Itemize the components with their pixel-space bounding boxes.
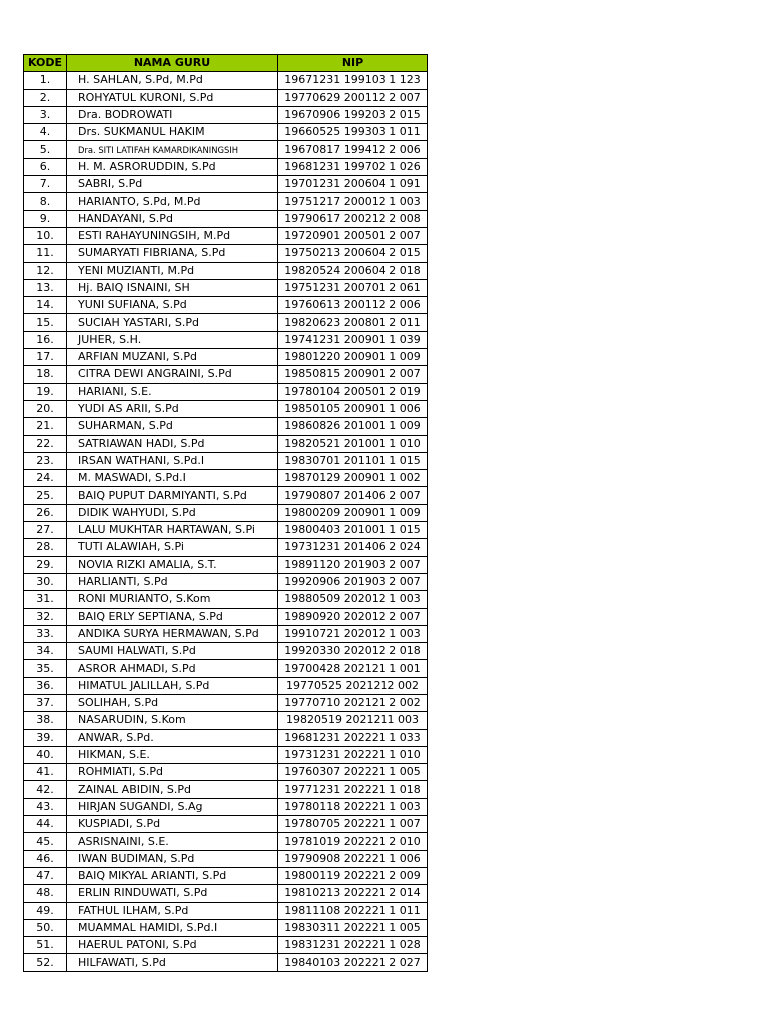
kode-cell: 31. [24, 591, 67, 608]
table-row [24, 106, 428, 123]
table-row [24, 141, 428, 158]
nama-guru-cell: ROHMIATI, S.Pd [67, 764, 278, 781]
header-row [24, 55, 428, 72]
nip-cell: 19770710 202121 2 002 [278, 694, 428, 711]
table-row [24, 193, 428, 210]
kode-cell: 17. [24, 349, 67, 366]
kode-cell: 47. [24, 867, 67, 884]
nip-cell: 19701231 200604 1 091 [278, 176, 428, 193]
nama-guru-cell: H. SAHLAN, S.Pd, M.Pd [67, 72, 278, 89]
nama-guru-cell: HARIANTO, S.Pd, M.Pd [67, 193, 278, 210]
kode-cell: 38. [24, 712, 67, 729]
nip-cell: 19870129 200901 1 002 [278, 470, 428, 487]
nama-guru-cell: BAIQ MIKYAL ARIANTI, S.Pd [67, 867, 278, 884]
kode-cell: 4. [24, 124, 67, 141]
nama-guru-cell: TUTI ALAWIAH, S.Pi [67, 539, 278, 556]
table-row [24, 729, 428, 746]
table-row [24, 867, 428, 884]
table-row [24, 383, 428, 400]
kode-cell: 37. [24, 694, 67, 711]
nip-cell: 19820521 201001 1 010 [278, 435, 428, 452]
kode-cell: 42. [24, 781, 67, 798]
kode-cell: 51. [24, 937, 67, 954]
nama-guru-cell: IRSAN WATHANI, S.Pd.I [67, 452, 278, 469]
nip-cell: 19920906 201903 2 007 [278, 573, 428, 590]
kode-cell: 2. [24, 89, 67, 106]
nip-cell: 19771231 202221 1 018 [278, 781, 428, 798]
kode-cell: 15. [24, 314, 67, 331]
table-row [24, 504, 428, 521]
table-row [24, 227, 428, 244]
nama-guru-cell: YENI MUZIANTI, M.Pd [67, 262, 278, 279]
nama-guru-cell: NASARUDIN, S.Kom [67, 712, 278, 729]
nip-cell: 19760307 202221 1 005 [278, 764, 428, 781]
kode-cell: 36. [24, 677, 67, 694]
nama-guru-cell: SABRI, S.Pd [67, 176, 278, 193]
nip-cell: 19840103 202221 2 027 [278, 954, 428, 971]
table-row [24, 331, 428, 348]
nama-guru-cell: FATHUL ILHAM, S.Pd [67, 902, 278, 919]
table-row [24, 366, 428, 383]
kode-cell: 13. [24, 279, 67, 296]
kode-cell: 7. [24, 176, 67, 193]
nama-guru-cell: SATRIAWAN HADI, S.Pd [67, 435, 278, 452]
nama-guru-cell: ANDIKA SURYA HERMAWAN, S.Pd [67, 625, 278, 642]
nip-cell: 19820519 2021211 003 [278, 712, 428, 729]
kode-cell: 45. [24, 833, 67, 850]
kode-cell: 18. [24, 366, 67, 383]
table-row [24, 400, 428, 417]
nip-cell: 19770629 200112 2 007 [278, 89, 428, 106]
table-row [24, 833, 428, 850]
table-row [24, 89, 428, 106]
nip-cell: 19860826 201001 1 009 [278, 418, 428, 435]
kode-cell: 39. [24, 729, 67, 746]
nip-cell: 19660525 199303 1 011 [278, 124, 428, 141]
table-row [24, 72, 428, 89]
nama-guru-cell: ROHYATUL KURONI, S.Pd [67, 89, 278, 106]
nip-cell: 19920330 202012 2 018 [278, 643, 428, 660]
table-row [24, 314, 428, 331]
nama-guru-cell: ASROR AHMADI, S.Pd [67, 660, 278, 677]
nama-guru-cell: JUHER, S.H. [67, 331, 278, 348]
nip-cell: 19910721 202012 1 003 [278, 625, 428, 642]
table-row [24, 712, 428, 729]
nama-guru-cell: YUNI SUFIANA, S.Pd [67, 297, 278, 314]
table-row [24, 937, 428, 954]
table-row [24, 746, 428, 763]
nip-cell: 19820524 200604 2 018 [278, 262, 428, 279]
table-row [24, 850, 428, 867]
nip-cell: 19670906 199203 2 015 [278, 106, 428, 123]
header-kode: KODE [24, 55, 67, 72]
nip-cell: 19781019 202221 2 010 [278, 833, 428, 850]
kode-cell: 9. [24, 210, 67, 227]
nip-cell: 19741231 200901 1 039 [278, 331, 428, 348]
table-row [24, 816, 428, 833]
kode-cell: 21. [24, 418, 67, 435]
kode-cell: 35. [24, 660, 67, 677]
table-row [24, 694, 428, 711]
nama-guru-cell: DIDIK WAHYUDI, S.Pd [67, 504, 278, 521]
nama-guru-cell: YUDI AS ARII, S.Pd [67, 400, 278, 417]
nip-cell: 19790807 201406 2 007 [278, 487, 428, 504]
kode-cell: 44. [24, 816, 67, 833]
kode-cell: 27. [24, 522, 67, 539]
table-row [24, 349, 428, 366]
nip-cell: 19811108 202221 1 011 [278, 902, 428, 919]
nama-guru-cell: HANDAYANI, S.Pd [67, 210, 278, 227]
nama-guru-cell: RONI MURIANTO, S.Kom [67, 591, 278, 608]
nip-cell: 19810213 202221 2 014 [278, 885, 428, 902]
table-row [24, 764, 428, 781]
kode-cell: 26. [24, 504, 67, 521]
kode-cell: 23. [24, 452, 67, 469]
nip-cell: 19731231 201406 2 024 [278, 539, 428, 556]
nama-guru-cell: CITRA DEWI ANGRAINI, S.Pd [67, 366, 278, 383]
nama-guru-cell: HIRJAN SUGANDI, S.Ag [67, 798, 278, 815]
table-row [24, 245, 428, 262]
table-row [24, 625, 428, 642]
nama-guru-cell: IWAN BUDIMAN, S.Pd [67, 850, 278, 867]
kode-cell: 43. [24, 798, 67, 815]
nip-cell: 19880509 202012 1 003 [278, 591, 428, 608]
table-row [24, 573, 428, 590]
nip-cell: 19731231 202221 1 010 [278, 746, 428, 763]
table-row [24, 470, 428, 487]
kode-cell: 40. [24, 746, 67, 763]
table-row [24, 210, 428, 227]
header-nip: NIP [278, 55, 428, 72]
kode-cell: 29. [24, 556, 67, 573]
nama-guru-cell: SAUMI HALWATI, S.Pd [67, 643, 278, 660]
nama-guru-cell: ERLIN RINDUWATI, S.Pd [67, 885, 278, 902]
kode-cell: 33. [24, 625, 67, 642]
kode-cell: 46. [24, 850, 67, 867]
nip-cell: 19670817 199412 2 006 [278, 141, 428, 158]
table-row [24, 158, 428, 175]
nip-cell: 19850105 200901 1 006 [278, 400, 428, 417]
table-row [24, 487, 428, 504]
nip-cell: 19800119 202221 2 009 [278, 867, 428, 884]
nip-cell: 19720901 200501 2 007 [278, 227, 428, 244]
kode-cell: 50. [24, 919, 67, 936]
nama-guru-cell: HIKMAN, S.E. [67, 746, 278, 763]
nama-guru-cell: SUMARYATI FIBRIANA, S.Pd [67, 245, 278, 262]
table-row [24, 262, 428, 279]
nama-guru-cell: H. M. ASRORUDDIN, S.Pd [67, 158, 278, 175]
kode-cell: 34. [24, 643, 67, 660]
nip-cell: 19751231 200701 2 061 [278, 279, 428, 296]
kode-cell: 8. [24, 193, 67, 210]
kode-cell: 3. [24, 106, 67, 123]
table-row [24, 902, 428, 919]
nama-guru-cell: SUHARMAN, S.Pd [67, 418, 278, 435]
nama-guru-cell: ASRISNAINI, S.E. [67, 833, 278, 850]
nama-guru-cell: HIMATUL JALILLAH, S.Pd [67, 677, 278, 694]
kode-cell: 16. [24, 331, 67, 348]
nip-cell: 19681231 199702 1 026 [278, 158, 428, 175]
nip-cell: 19820623 200801 2 011 [278, 314, 428, 331]
nip-cell: 19671231 199103 1 123 [278, 72, 428, 89]
header-nama-guru: NAMA GURU [67, 55, 278, 72]
table-row [24, 660, 428, 677]
nama-guru-cell: Drs. SUKMANUL HAKIM [67, 124, 278, 141]
nama-guru-cell: SOLIHAH, S.Pd [67, 694, 278, 711]
nip-cell: 19800403 201001 1 015 [278, 522, 428, 539]
nama-guru-cell: ANWAR, S.Pd. [67, 729, 278, 746]
nama-guru-cell: Dra. BODROWATI [67, 106, 278, 123]
table-row [24, 591, 428, 608]
table-row [24, 522, 428, 539]
nama-guru-cell: MUAMMAL HAMIDI, S.Pd.I [67, 919, 278, 936]
nip-cell: 19770525 2021212 002 [278, 677, 428, 694]
kode-cell: 25. [24, 487, 67, 504]
kode-cell: 24. [24, 470, 67, 487]
nip-cell: 19831231 202221 1 028 [278, 937, 428, 954]
nip-cell: 19790908 202221 1 006 [278, 850, 428, 867]
nama-guru-cell: Dra. SITI LATIFAH KAMARDIKANINGSIH [67, 141, 278, 158]
nama-guru-cell: M. MASWADI, S.Pd.I [67, 470, 278, 487]
kode-cell: 20. [24, 400, 67, 417]
nip-cell: 19850815 200901 2 007 [278, 366, 428, 383]
nip-cell: 19751217 200012 1 003 [278, 193, 428, 210]
table-row [24, 608, 428, 625]
kode-cell: 48. [24, 885, 67, 902]
table-row [24, 176, 428, 193]
nip-cell: 19891120 201903 2 007 [278, 556, 428, 573]
nip-cell: 19800209 200901 1 009 [278, 504, 428, 521]
nama-guru-cell: BAIQ PUPUT DARMIYANTI, S.Pd [67, 487, 278, 504]
nip-cell: 19700428 202121 1 001 [278, 660, 428, 677]
nip-cell: 19780705 202221 1 007 [278, 816, 428, 833]
kode-cell: 5. [24, 141, 67, 158]
kode-cell: 12. [24, 262, 67, 279]
kode-cell: 19. [24, 383, 67, 400]
kode-cell: 41. [24, 764, 67, 781]
nama-guru-cell: KUSPIADI, S.Pd [67, 816, 278, 833]
table-row [24, 919, 428, 936]
nip-cell: 19681231 202221 1 033 [278, 729, 428, 746]
kode-cell: 6. [24, 158, 67, 175]
nama-guru-cell: NOVIA RIZKI AMALIA, S.T. [67, 556, 278, 573]
nama-guru-cell: LALU MUKHTAR HARTAWAN, S.Pi [67, 522, 278, 539]
nip-cell: 19830701 201101 1 015 [278, 452, 428, 469]
kode-cell: 28. [24, 539, 67, 556]
teacher-table [23, 54, 428, 972]
nip-cell: 19780104 200501 2 019 [278, 383, 428, 400]
kode-cell: 11. [24, 245, 67, 262]
table-row [24, 452, 428, 469]
nama-guru-cell: HILFAWATI, S.Pd [67, 954, 278, 971]
table-row [24, 556, 428, 573]
nama-guru-cell: BAIQ ERLY SEPTIANA, S.Pd [67, 608, 278, 625]
nama-guru-cell: ESTI RAHAYUNINGSIH, M.Pd [67, 227, 278, 244]
table-row [24, 279, 428, 296]
nama-guru-cell: SUCIAH YASTARI, S.Pd [67, 314, 278, 331]
table-row [24, 124, 428, 141]
kode-cell: 32. [24, 608, 67, 625]
kode-cell: 52. [24, 954, 67, 971]
table-row [24, 798, 428, 815]
table-row [24, 643, 428, 660]
nip-cell: 19760613 200112 2 006 [278, 297, 428, 314]
nip-cell: 19890920 202012 2 007 [278, 608, 428, 625]
table-row [24, 781, 428, 798]
nip-cell: 19780118 202221 1 003 [278, 798, 428, 815]
nama-guru-cell: HARLIANTI, S.Pd [67, 573, 278, 590]
table-row [24, 677, 428, 694]
nama-guru-cell: HARIANI, S.E. [67, 383, 278, 400]
nip-cell: 19801220 200901 1 009 [278, 349, 428, 366]
kode-cell: 49. [24, 902, 67, 919]
kode-cell: 30. [24, 573, 67, 590]
nip-cell: 19830311 202221 1 005 [278, 919, 428, 936]
table-row [24, 539, 428, 556]
nama-guru-cell: ZAINAL ABIDIN, S.Pd [67, 781, 278, 798]
table-row [24, 435, 428, 452]
kode-cell: 1. [24, 72, 67, 89]
nama-guru-cell: HAERUL PATONI, S.Pd [67, 937, 278, 954]
nip-cell: 19750213 200604 2 015 [278, 245, 428, 262]
table-row [24, 885, 428, 902]
nama-guru-cell: Hj. BAIQ ISNAINI, SH [67, 279, 278, 296]
table-row [24, 954, 428, 971]
table-row [24, 418, 428, 435]
kode-cell: 14. [24, 297, 67, 314]
nip-cell: 19790617 200212 2 008 [278, 210, 428, 227]
kode-cell: 10. [24, 227, 67, 244]
table-row [24, 297, 428, 314]
nama-guru-cell: ARFIAN MUZANI, S.Pd [67, 349, 278, 366]
kode-cell: 22. [24, 435, 67, 452]
